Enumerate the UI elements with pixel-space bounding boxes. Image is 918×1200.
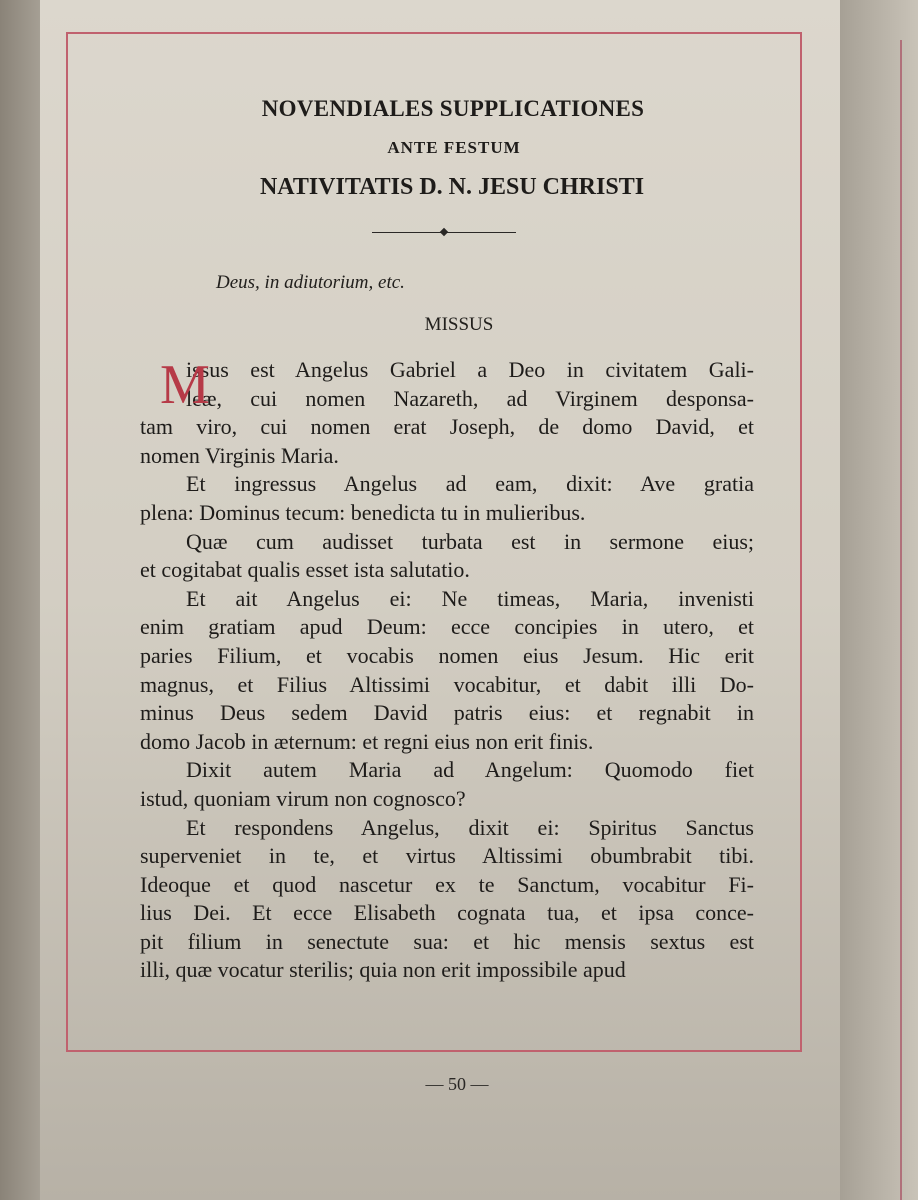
text-line: superveniet in te, et virtus Altissimi obumbrabit tibi. (140, 843, 754, 869)
text-line: et cogitabat qualis esset ista salutatio. (140, 557, 470, 583)
facing-page-frame (900, 40, 902, 1200)
text-line: pit filium in senectute sua: et hic mensis sextus est (140, 928, 754, 954)
text-line: magnus, et Filius Altissimi vocabitur, et dabit illi Do- (140, 671, 754, 697)
text-line: paries Filium, et vocabis nomen eius Jesum. Hic erit (140, 642, 754, 668)
page-title-2: NATIVITATIS D. N. JESU CHRISTI (259, 174, 645, 200)
page-number: — 50 — (425, 1074, 489, 1094)
text-line: minus Deus sedem David patris eius: et regnabit in (140, 700, 754, 726)
page-title: NOVENDIALES SUPPLICATIONES (261, 96, 645, 121)
text-line: lius Dei. Et ecce Elisabeth cognata tua, et ipsa conce- (140, 900, 754, 926)
drop-cap: M (160, 354, 210, 416)
section-heading: MISSUS (424, 314, 494, 335)
page-subtitle: ANTE FESTUM (387, 138, 521, 157)
body-text (140, 356, 754, 985)
text-line: issus est Angelus Gabriel a Deo in civitatem Gali- (186, 357, 754, 382)
text-line: Dixit autem Maria ad Angelum: Quomodo fiet (186, 757, 754, 783)
text-line: Quæ cum audisset turbata est in sermone eius; (186, 528, 754, 554)
text-line: enim gratiam apud Deum: ecce concipies in utero, et (140, 614, 754, 640)
text-line: leæ, cui nomen Nazareth, ad Virginem desponsa- (186, 385, 754, 411)
text-line: Et ingressus Angelus ad eam, dixit: Ave gratia (186, 471, 754, 497)
text-line: Et respondens Angelus, dixit ei: Spiritus Sanctus (186, 814, 754, 840)
invocation: Deus, in adiutorium, etc. (216, 272, 405, 293)
text-line: istud, quoniam virum non cognosco? (140, 785, 466, 811)
text-line: plena: Dominus tecum: benedicta tu in mulieribus. (140, 499, 586, 525)
text-line: Ideoque et quod nascetur ex te Sanctum, vocabitur Fi- (140, 871, 754, 897)
text-line: domo Jacob in æternum: et regni eius non erit finis. (140, 728, 594, 754)
text-line: tam viro, cui nomen erat Joseph, de domo David, et (140, 414, 754, 440)
text-line: Et ait Angelus ei: Ne timeas, Maria, invenisti (186, 585, 754, 611)
text-line: nomen Virginis Maria. (140, 442, 339, 468)
text-line: illi, quæ vocatur sterilis; quia non erit impossibile apud (140, 957, 626, 983)
